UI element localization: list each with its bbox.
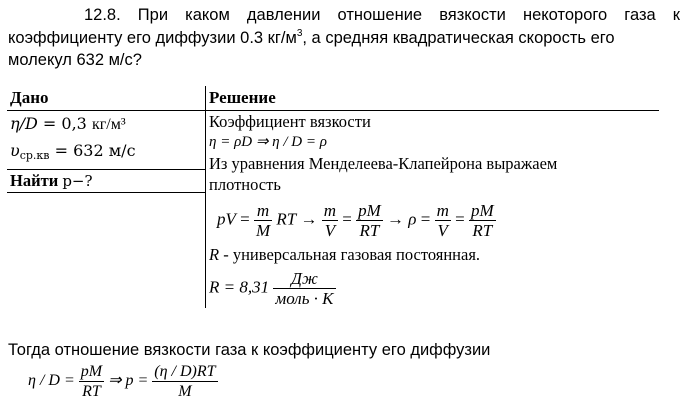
bottom-text: Тогда отношение вязкости газа к коэффициенту его диффузии [8, 341, 491, 359]
formula-left: η / D = [28, 372, 75, 390]
given-item-1 [7, 111, 205, 138]
table-body-row [7, 111, 659, 309]
r-symbol: R [209, 245, 220, 264]
problem-line-2b: , а средняя квадратическая скорость его [302, 28, 615, 47]
r-value: R = 8,31 [209, 277, 270, 297]
frac2-numerator: (η / D)RT [154, 363, 216, 380]
table-header-row [7, 86, 659, 111]
find-row [7, 169, 205, 193]
given-unit: м/с [108, 141, 136, 160]
problem-line-1: 12.8. При каком давлении отношение вязкости некоторого газа к [84, 6, 680, 24]
frac1-numerator: pM [80, 363, 103, 380]
problem-line-3: молекул 632 м/с? [8, 51, 142, 69]
given-symbol: υ [10, 141, 20, 160]
superscript-3: 3 [296, 27, 303, 39]
viscosity-formula: η = ρD ⇒ η / D = ρ [209, 134, 327, 150]
frac2-denominator: M [178, 383, 192, 400]
given-subscript: ср.кв [19, 149, 50, 162]
given-unit: кг/м³ [91, 116, 126, 133]
final-formula [28, 362, 218, 401]
given-header: Дано [7, 86, 206, 111]
given-column [7, 111, 206, 309]
given-item-2 [7, 138, 205, 169]
given-symbol: η/D [10, 114, 38, 133]
formula-mid: ⇒ p = [108, 372, 149, 390]
find-value: p−? [62, 172, 93, 190]
mk-intro: Из уравнения Менделеева-Клапейрона выражаем [209, 154, 558, 173]
solution-header: Решение [206, 86, 660, 111]
solution-table [7, 86, 659, 308]
problem-line-2a: коэффициенту его диффузии 0.3 кг/м [8, 28, 297, 47]
solution-column [206, 111, 660, 309]
problem-line-2 [8, 27, 680, 50]
mk-intro-2: плотность [209, 175, 281, 194]
r-value-row [209, 265, 656, 308]
r-text: - универсальная газовая постоянная. [223, 245, 481, 264]
given-value: = 0,3 [42, 114, 87, 133]
r-unit-numerator: Дж [273, 269, 335, 289]
given-value: = 632 [54, 141, 104, 160]
viscosity-title: Коэффициент вязкости [209, 112, 371, 131]
r-description [209, 244, 656, 265]
find-label: Найти [10, 171, 59, 190]
frac1-denominator: RT [82, 383, 101, 400]
r-unit-denominator: моль · K [275, 289, 334, 308]
mk-equation: pV = $\frac{m}{M}$ RT → $\frac{m}{V}$ = $\frac{pM}{RT}$ → ρ = $\frac{m}{V}$ = $\frac{pM}{RT}$ [217, 201, 494, 240]
problem-statement [8, 4, 680, 72]
